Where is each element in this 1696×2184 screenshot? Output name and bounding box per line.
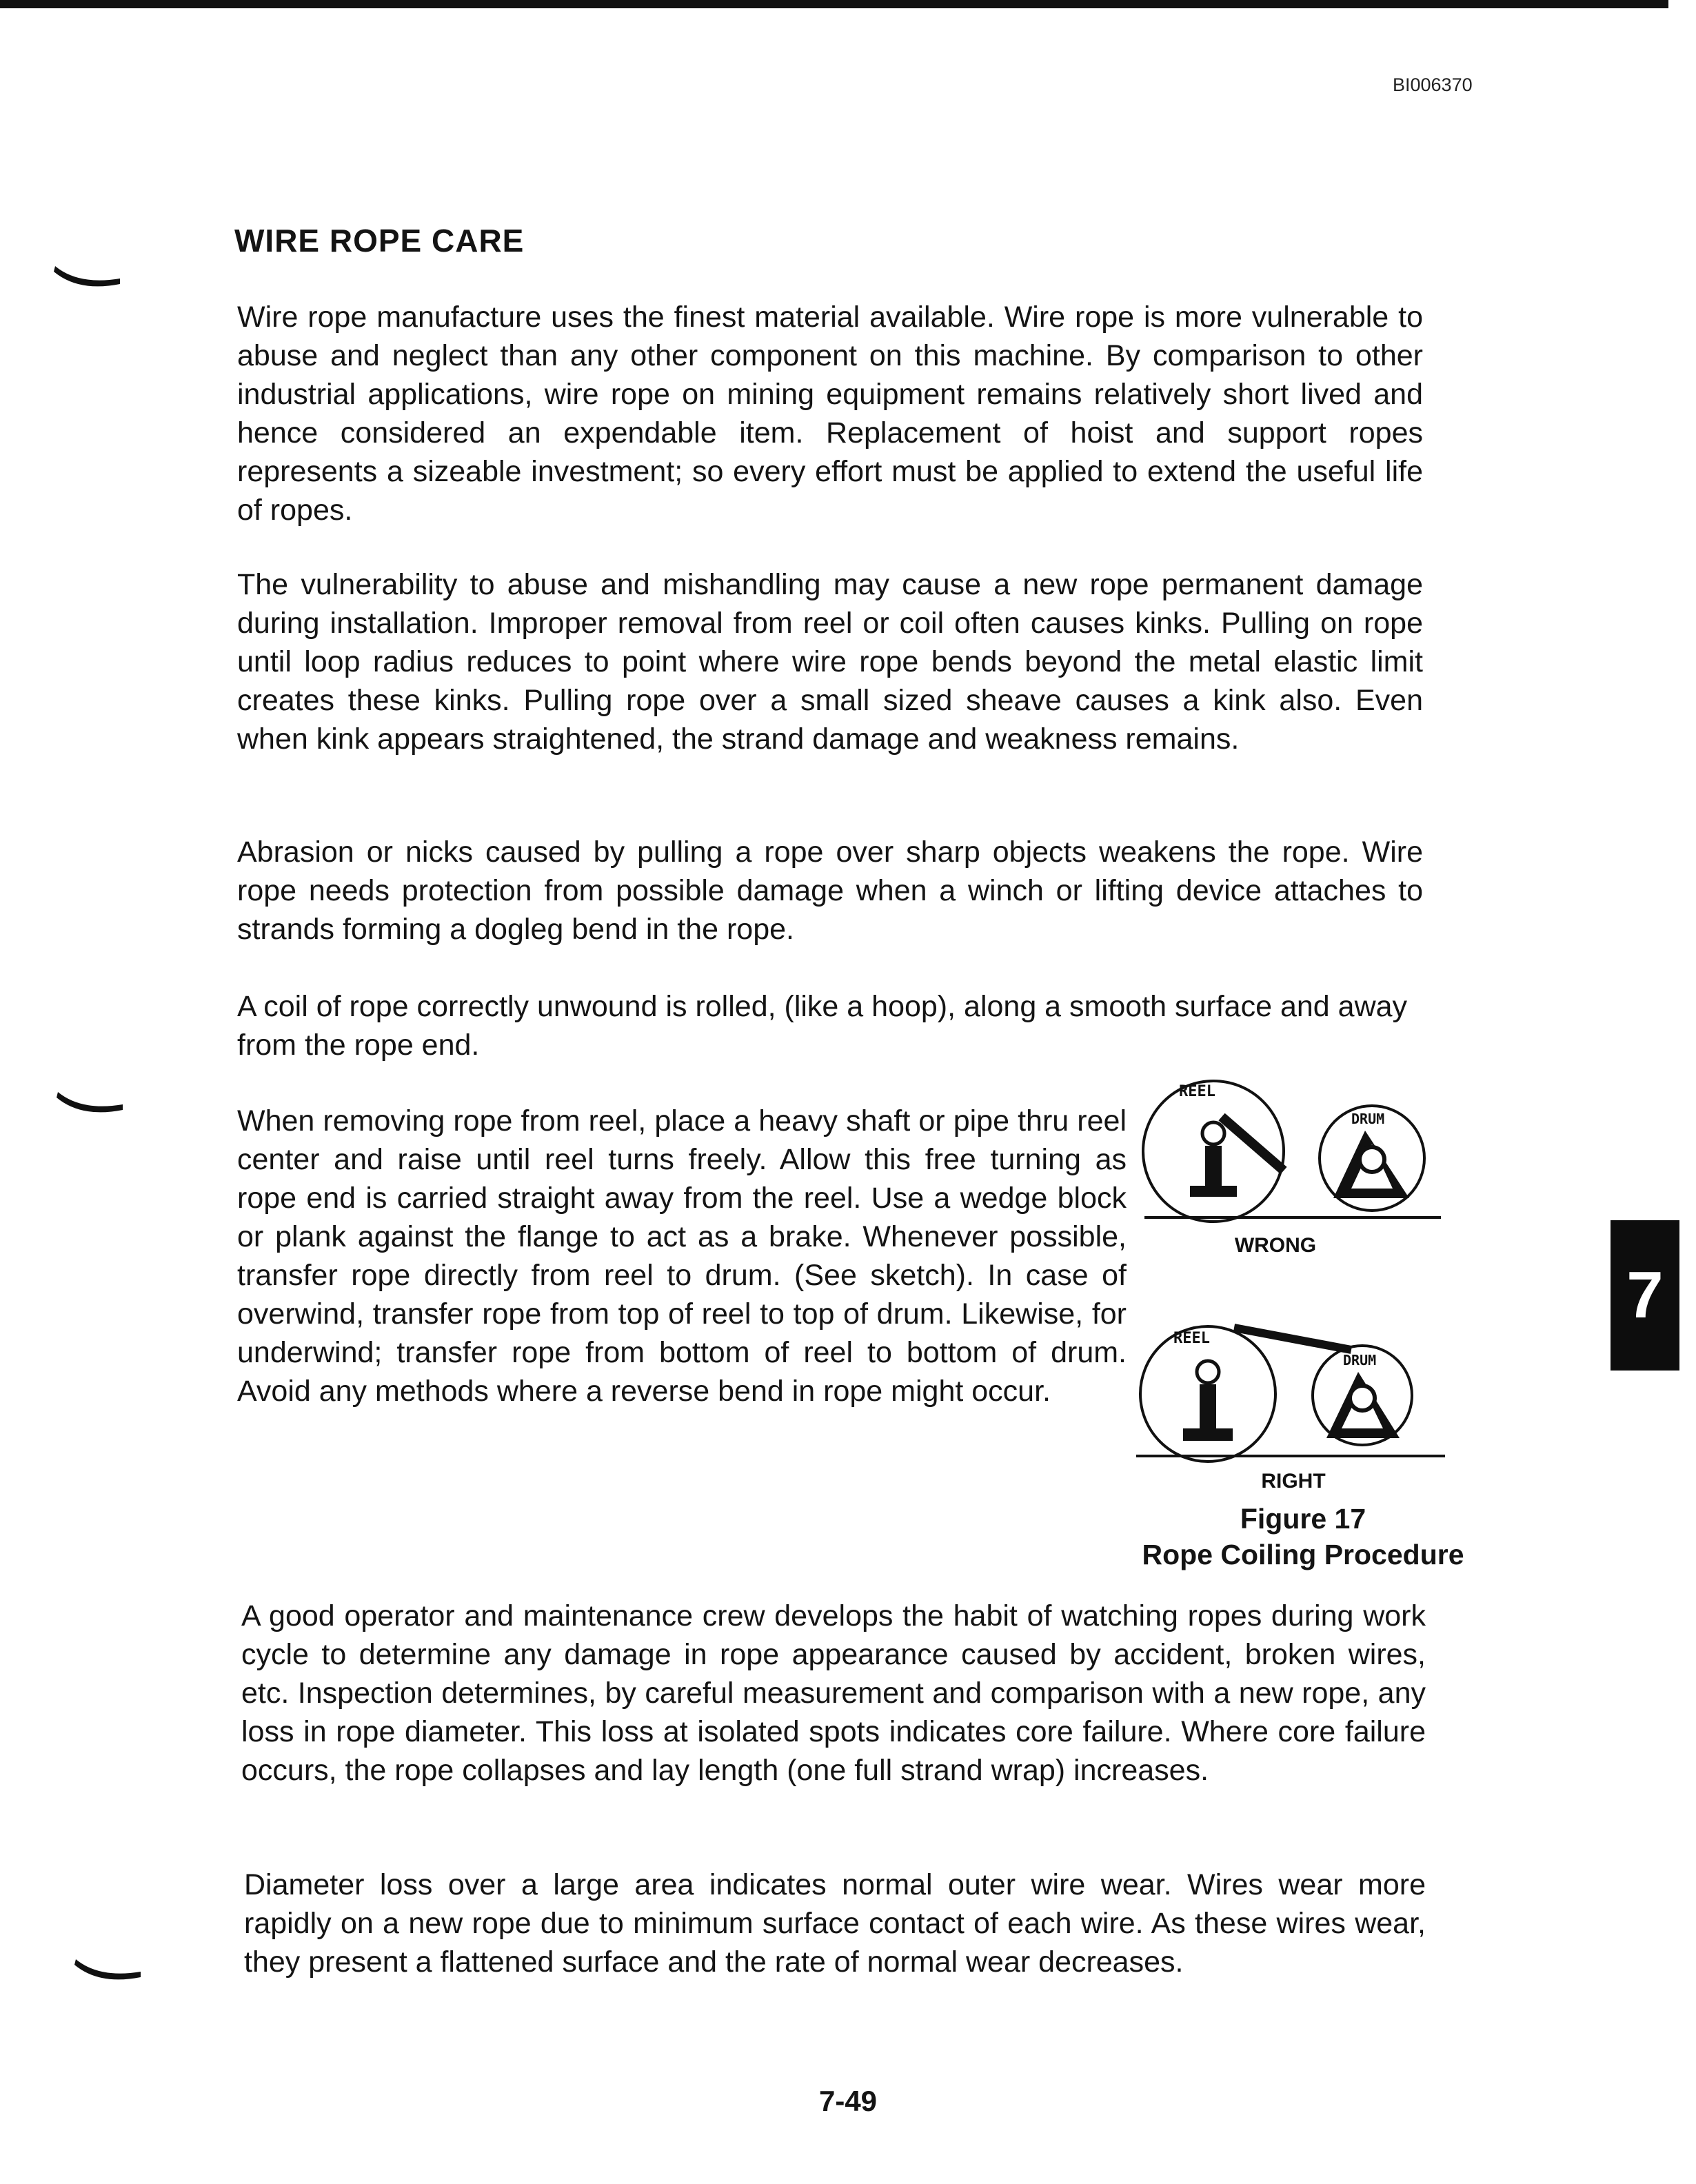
paragraph: When removing rope from reel, place a heavy shaft or pipe thru reel center and raise until reel turns freely. Allow this free turning as rope end is carried straight away from the reel. Use a wedge block or plank against the flange to act as a brake. Whenever possible, transfer rope directly from reel to drum. (See sketch). In case of overwind, transfer rope from top of reel to top of drum. Likewise, for underwind; transfer rope from bottom of reel to bottom of drum. Avoid any methods where a reverse bend in rope might occur. bbox=[237, 1104, 1127, 1408]
paragraph: A good operator and maintenance crew develops the habit of watching ropes during work cycle to determine any damage in rope appearance caused by accident, broken wires, etc. Inspection determines, by careful measurement and comparison with a new rope, any loss in rope diameter. This loss at isolated spots indicates core failure. Where core failure occurs, the rope collapses and lay length (one full strand wrap) increases. bbox=[241, 1599, 1426, 1787]
figure-reel-label: REEL bbox=[1173, 1330, 1210, 1347]
page-number: 7-49 bbox=[818, 2085, 878, 2117]
binding-tick-mark-icon bbox=[51, 262, 127, 296]
top-border-rule bbox=[0, 0, 1668, 8]
binding-tick-mark-icon bbox=[54, 1088, 130, 1122]
wrong-method-sketch bbox=[1143, 1081, 1441, 1257]
paragraph: Abrasion or nicks caused by pulling a rope over sharp objects weakens the rope. Wire rope needs protection from possible damage when a winch or lifting device attaches to strands forming a dogleg bend in the rope. bbox=[237, 836, 1423, 946]
figure-reel-label: REEL bbox=[1179, 1083, 1215, 1100]
figure-drum-label: DRUM bbox=[1351, 1111, 1385, 1127]
section-heading: WIRE ROPE CARE bbox=[234, 223, 525, 259]
figure-drum-label: DRUM bbox=[1343, 1352, 1377, 1368]
binding-tick-mark-icon bbox=[72, 1955, 148, 1990]
figure-title: Rope Coiling Procedure bbox=[1142, 1539, 1464, 1570]
right-method-sketch bbox=[1136, 1326, 1445, 1489]
document-id: BI006370 bbox=[1393, 74, 1473, 95]
figure-number: Figure 17 bbox=[1240, 1503, 1366, 1535]
figure-right-label: RIGHT bbox=[1261, 1470, 1326, 1489]
paragraph: Diameter loss over a large area indicates normal outer wire wear. Wires wear more rapidly on a new rope due to minimum surface contact of each wire. As these wires wear, they present a flattened surface and the rate of normal wear decreases. bbox=[244, 1868, 1426, 1979]
paragraph: The vulnerability to abuse and mishandling may cause a new rope permanent damage during installation. Improper removal from reel or coil often causes kinks. Pulling on rope until loop radius reduces to point where wire rope bends beyond the metal elastic limit creates these kinks. Pulling rope over a small sized sheave causes a kink also. Even when kink appears straightened, the strand damage and weakness remains. bbox=[237, 568, 1423, 756]
section-tab: 7 bbox=[1611, 1220, 1679, 1371]
paragraph: Wire rope manufacture uses the finest material available. Wire rope is more vulnerable to abuse and neglect than any other component on this machine. By comparison to other industrial applications, wire rope on mining equipment remains relatively short lived and hence considered an expendable item. Replacement of hoist and support ropes represents a sizeable investment; so every effort must be applied to extend the useful life of ropes. bbox=[237, 301, 1423, 527]
paragraph: A coil of rope correctly unwound is rolled, (like a hoop), along a smooth surface and away from the rope end. bbox=[237, 990, 1408, 1062]
figure-wrong-label: WRONG bbox=[1234, 1234, 1317, 1257]
rope-coiling-figure bbox=[1131, 1048, 1462, 1489]
